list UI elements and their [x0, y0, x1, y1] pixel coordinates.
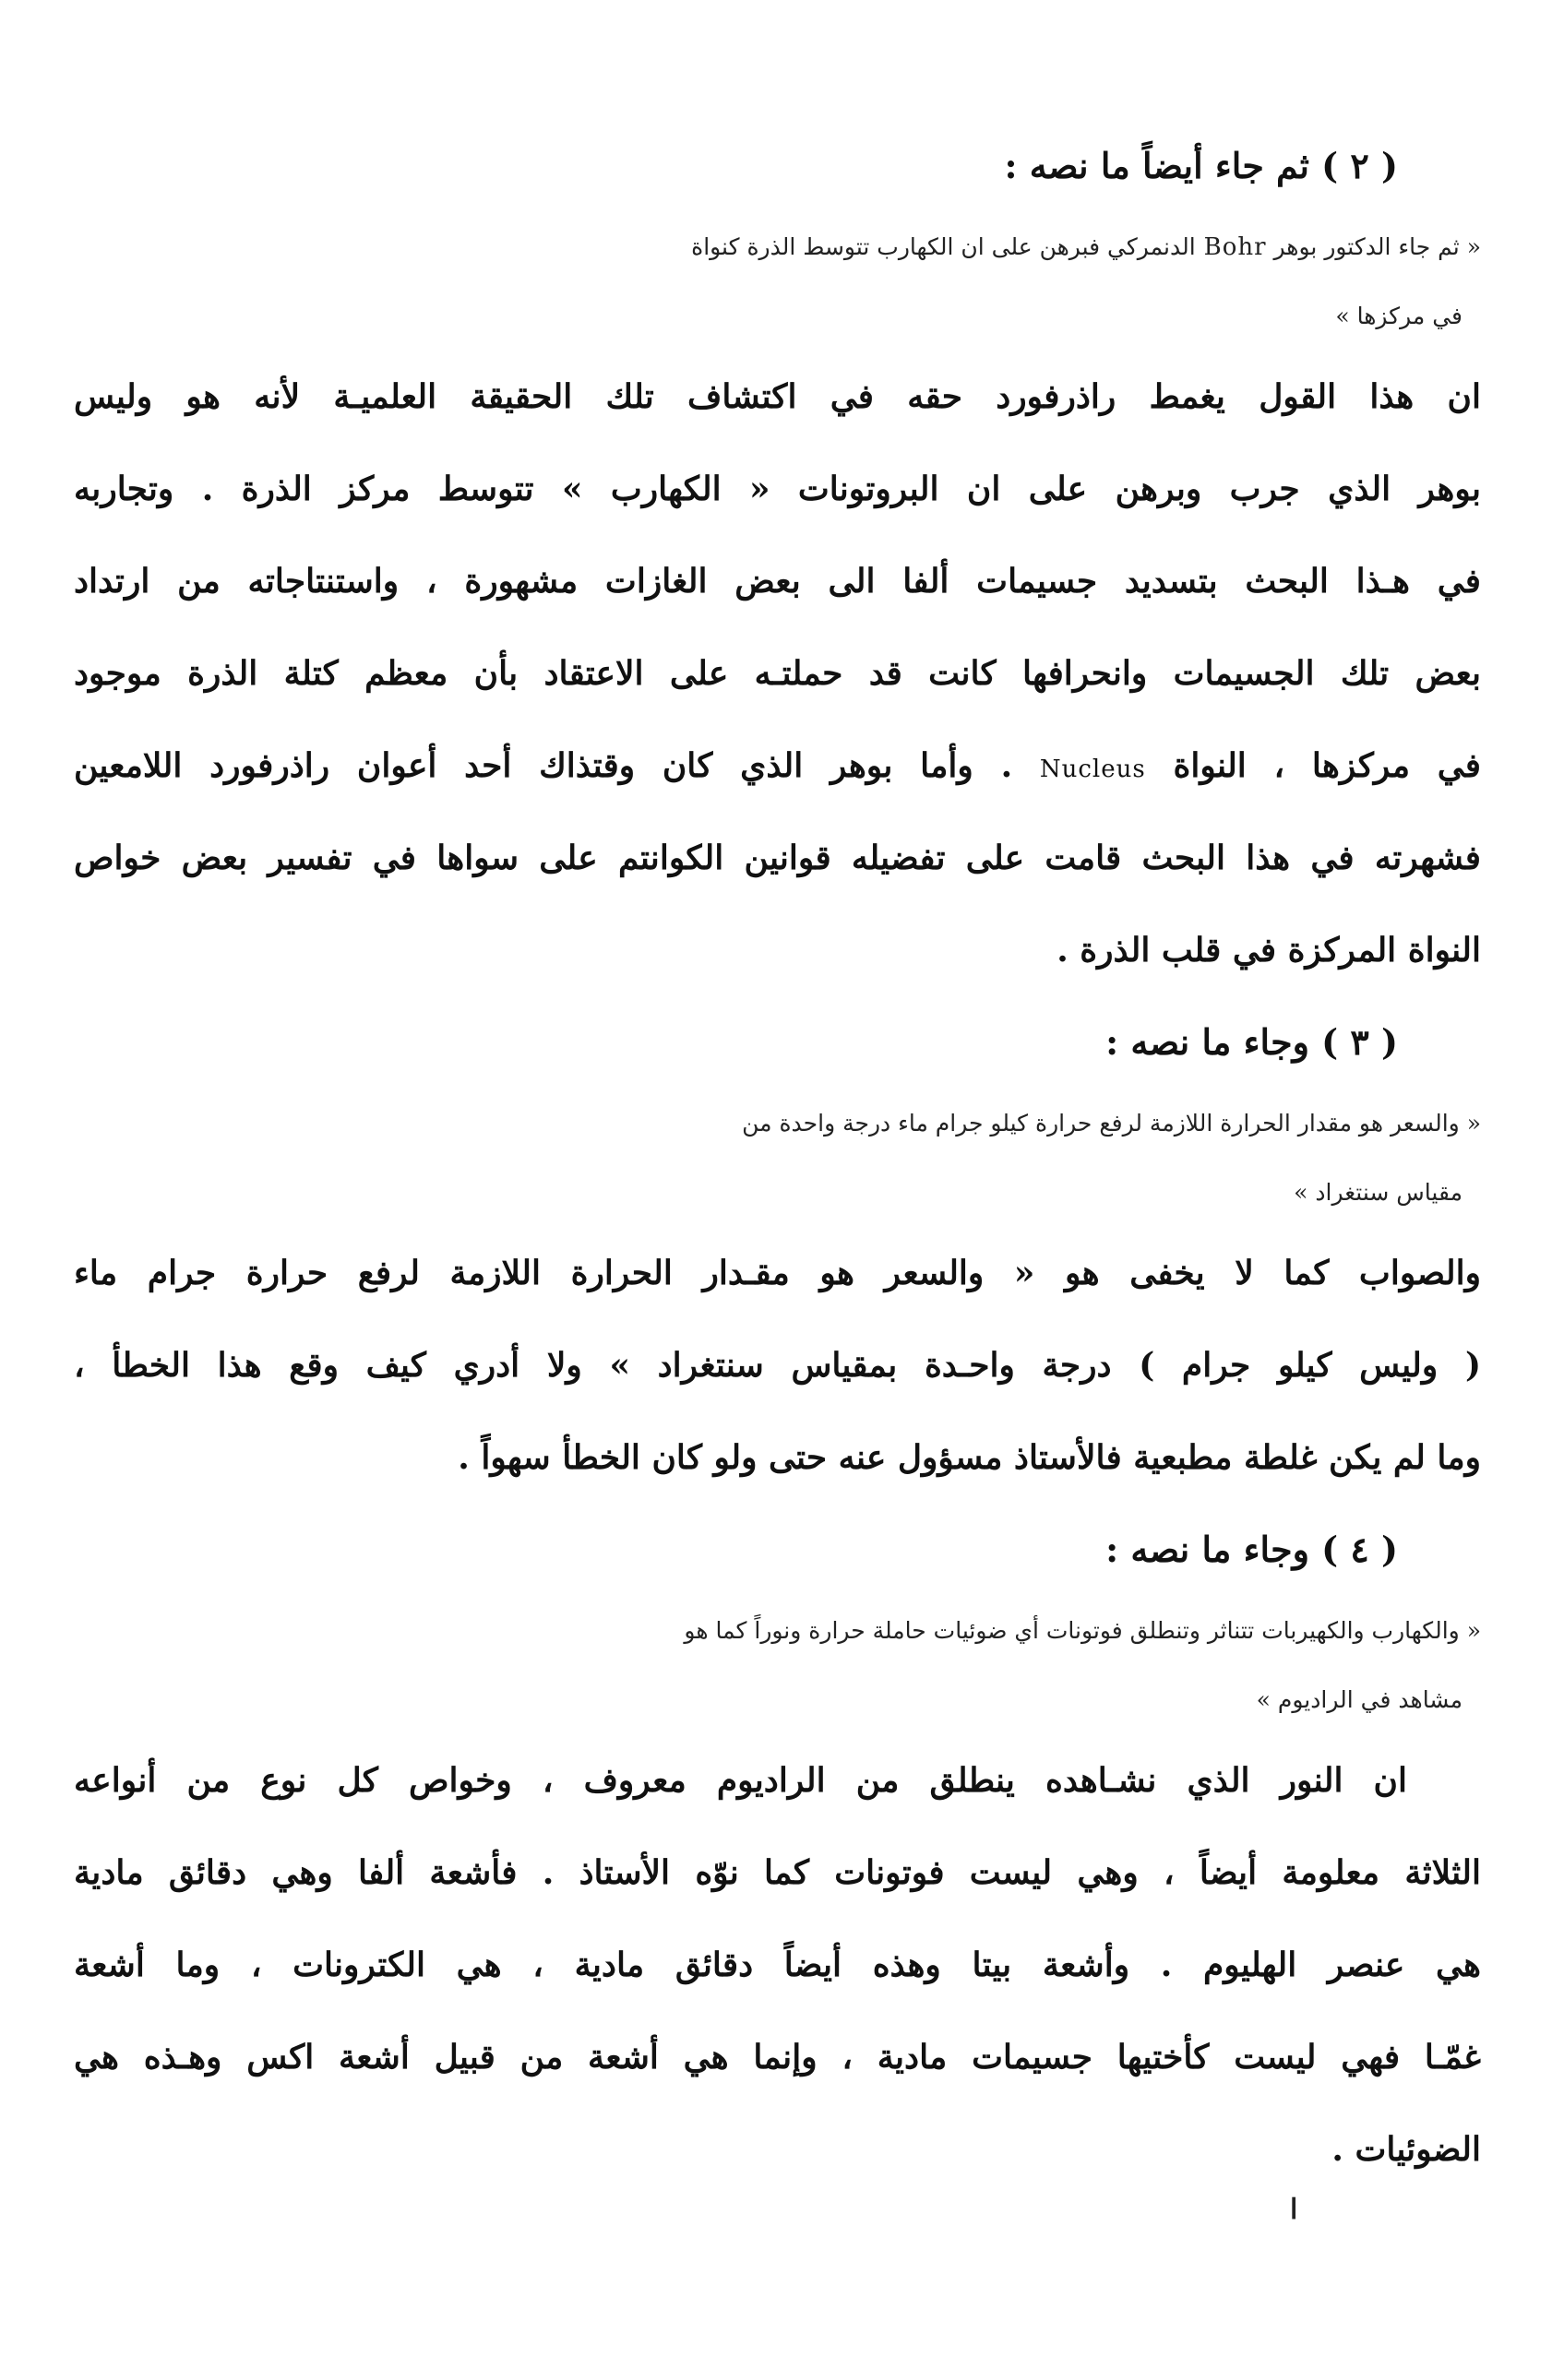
- section-2-body-line: بعض تلك الجسيمات وانحرافها كانت قد حملتـه على الاعتقاد بأن معظم كتلة الذرة موجود: [74, 654, 1481, 693]
- section-3-quote-line-1: « والسعر هو مقدار الحرارة اللازمة لرفع حرارة كيلو جرام ماء درجة واحدة من: [742, 1110, 1481, 1136]
- body-text: في مركزها ، النواة: [1173, 746, 1481, 785]
- quote-text: الدنمركي فبرهن على ان الكهارب تتوسط الذرة كنواة: [691, 233, 1196, 260]
- section-4-quote-line-1: « والكهارب والكهيربات تتناثر وتنطلق فوتونات أي ضوئيات حاملة حرارة ونوراً كما هو: [684, 1617, 1481, 1644]
- section-3-body-line: وما لم يكن غلطة مطبعية فالأستاذ مسؤول عنه حتى ولو كان الخطأ سهواً .: [458, 1438, 1481, 1477]
- section-2-body-line: فشهرته في هذا البحث قامت على تفضيله قوانين الكوانتم على سواها في تفسير بعض خواص: [74, 839, 1481, 877]
- latin-term-nucleus: Nucleus: [1039, 756, 1146, 783]
- section-3-body-line: ( وليس كيلو جرام ) درجة واحـدة بمقياس سنتغراد » ولا أدري كيف وقع هذا الخطأ ،: [74, 1346, 1481, 1385]
- section-2-heading: ( ٢ ) ثم جاء أيضاً ما نصه :: [1004, 145, 1398, 186]
- section-3-heading: ( ٣ ) وجاء ما نصه :: [1105, 1021, 1398, 1063]
- quote-text: « ثم جاء الدكتور بوهر: [1273, 233, 1481, 260]
- section-2-quote-line-1: [74, 212, 1481, 281]
- section-4-body-line: الضوئيات .: [1331, 2130, 1481, 2169]
- section-2-body-line: [74, 720, 1481, 812]
- section-2-body-line: في هـذا البحث بتسديد جسيمات ألفا الى بعض الغازات مشهورة ، واستنتاجاته من ارتداد: [74, 562, 1481, 601]
- section-3-quote-line-2: مقياس سنتغراد »: [1294, 1179, 1462, 1206]
- section-4-quote-line-2: مشاهد في الراديوم »: [1256, 1686, 1462, 1713]
- section-2-body-line: بوهر الذي جرب وبرهن على ان البروتونات « الكهارب » تتوسط مركز الذرة . وتجاربه: [74, 470, 1481, 508]
- section-4-body-line: غمّـا فهي ليست كأختيها جسيمات مادية ، وإنما هي أشعة من قبيل أشعة اكس وهـذه هي: [74, 2038, 1481, 2077]
- section-3-body-line: والصواب كما لا يخفى هو « والسعر هو مقـدار الحرارة اللازمة لرفع حرارة جرام ماء: [74, 1254, 1481, 1292]
- section-4-body-line: الثلاثة معلومة أيضاً ، وهي ليست فوتونات كما نوّه الأستاذ . فأشعة ألفا وهي دقائق مادية: [74, 1853, 1481, 1892]
- section-4-body-line: هي عنصر الهليوم . وأشعة بيتا وهذه أيضاً دقائق مادية ، هي الكترونات ، وما أشعة: [74, 1946, 1481, 1984]
- section-2-body-line: النواة المركزة في قلب الذرة .: [1057, 931, 1481, 970]
- latin-term-bohr: Bohr: [1203, 233, 1267, 261]
- page-mark: ا: [1290, 2194, 1298, 2226]
- section-2-quote-line-2: في مركزها »: [1335, 303, 1462, 329]
- text-column: [74, 120, 1481, 2196]
- section-4-heading: ( ٤ ) وجاء ما نصه :: [1105, 1529, 1398, 1570]
- section-4-body-line: ان النور الذي نشـاهده ينطلق من الراديوم معروف ، وخواص كل نوع من أنواعه: [74, 1761, 1407, 1800]
- body-text: . وأما بوهر الذي كان وقتذاك أحد أعوان راذرفورد اللامعين: [74, 746, 1013, 785]
- section-2-body-line: ان هذا القول يغمط راذرفورد حقه في اكتشاف تلك الحقيقة العلميـة لأنه هو وليس: [74, 377, 1481, 416]
